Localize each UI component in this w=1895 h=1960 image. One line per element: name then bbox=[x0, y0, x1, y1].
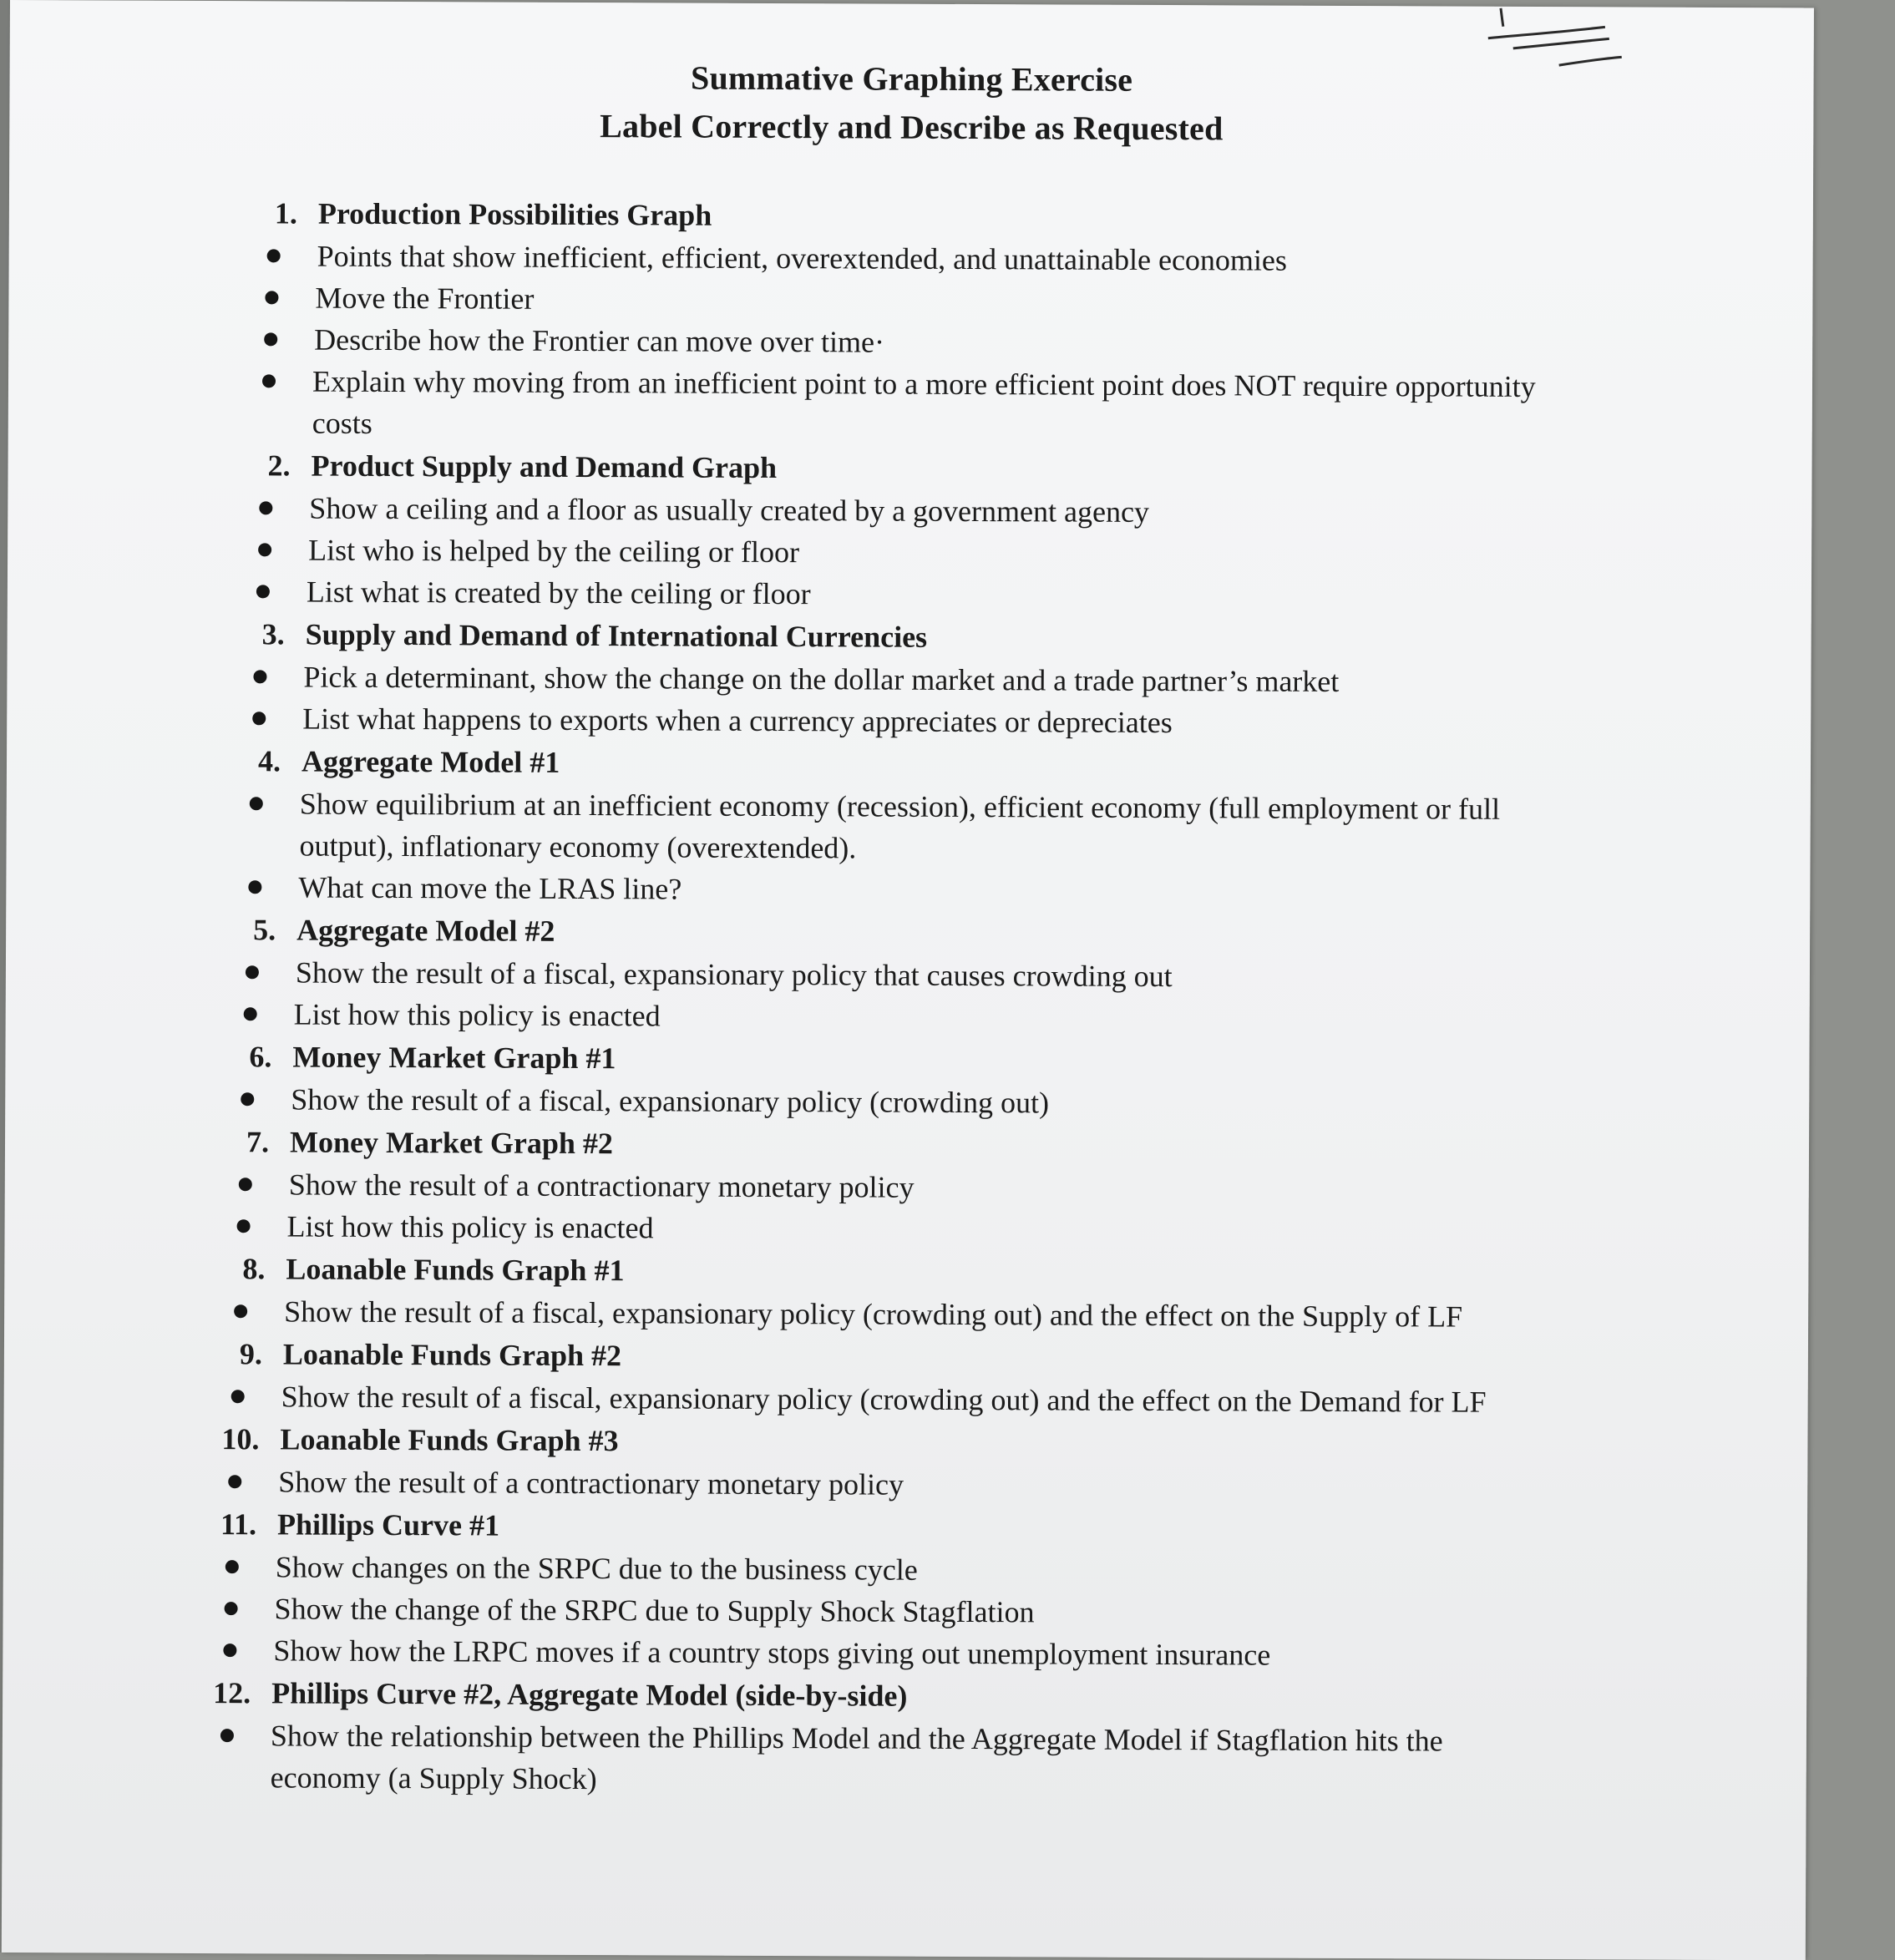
bullet-text: List how this policy is enacted bbox=[286, 1209, 654, 1245]
exercise-item bbox=[4, 1331, 1808, 1424]
bullet-dot-icon bbox=[265, 291, 278, 304]
exercise-item bbox=[6, 907, 1811, 1041]
exercise-number: 5. bbox=[253, 913, 276, 947]
bullet-text: Move the Frontier bbox=[315, 281, 535, 316]
bullet-text: Show the result of a fiscal, expansionary policy that causes crowding out bbox=[295, 955, 1173, 994]
bullet-text: Points that show inefficient, efficient, overextended, and unattainable economies bbox=[317, 239, 1288, 277]
exercise-title: Loanable Funds Graph #1 bbox=[286, 1252, 625, 1288]
exercise-item bbox=[8, 190, 1813, 450]
bullet-text: List how this policy is enacted bbox=[293, 997, 661, 1033]
exercise-number: 10. bbox=[221, 1422, 260, 1456]
exercise-number: 8. bbox=[242, 1252, 266, 1286]
exercise-heading bbox=[4, 1331, 1808, 1382]
exercise-number: 7. bbox=[246, 1125, 270, 1159]
exercise-heading bbox=[4, 1246, 1808, 1297]
bullet-dot-icon bbox=[225, 1560, 239, 1573]
bullet-text: List what is created by the ceiling or floor bbox=[306, 575, 811, 611]
bullet-item bbox=[6, 782, 1810, 873]
bullet-dot-icon bbox=[264, 332, 277, 346]
bullet-dot-icon bbox=[250, 797, 263, 810]
bullet-item bbox=[3, 1714, 1806, 1805]
bullet-dot-icon bbox=[253, 670, 266, 683]
bullet-text: List who is helped by the ceiling or floor bbox=[308, 533, 800, 570]
bullet-dot-icon bbox=[248, 880, 261, 894]
bullet-dot-icon bbox=[258, 543, 271, 556]
exercise-number: 11. bbox=[220, 1507, 257, 1542]
exercise-title: Supply and Demand of International Currencies bbox=[305, 617, 928, 654]
exercise-number: 4. bbox=[257, 744, 281, 778]
bullet-text: What can move the LRAS line? bbox=[298, 870, 682, 906]
bullet-dot-icon bbox=[259, 501, 272, 514]
bullet-text: Show the result of a fiscal, expansionary policy (crowding out) and the effect on the Demand for LF bbox=[281, 1380, 1487, 1419]
exercise-heading bbox=[5, 1119, 1809, 1170]
bullet-text: List what happens to exports when a currency appreciates or depreciates bbox=[302, 701, 1173, 740]
bullet-text: Show the result of a fiscal, expansionary policy (crowding out) and the effect on the Supply of LF bbox=[284, 1294, 1463, 1334]
bullet-dot-icon bbox=[225, 1602, 238, 1615]
bullet-dot-icon bbox=[241, 1092, 254, 1106]
bullet-text: Show the change of the SRPC due to Supply Shock Stagflation bbox=[274, 1592, 1035, 1629]
bullet-text: Show a ceiling and a floor as usually created by a government agency bbox=[309, 491, 1150, 529]
exercise-heading bbox=[8, 611, 1811, 662]
exercise-item bbox=[8, 443, 1812, 619]
exercise-heading bbox=[9, 190, 1813, 241]
bullet-text: Show the result of a contractionary monetary policy bbox=[288, 1167, 915, 1204]
exercise-number: 3. bbox=[261, 617, 285, 651]
bullet-text: Show the result of a fiscal, expansionary policy (crowding out) bbox=[291, 1082, 1050, 1120]
bullet-item bbox=[8, 359, 1812, 450]
bullet-text: Show how the LRPC moves if a country stops giving out unemployment insurance bbox=[273, 1633, 1271, 1672]
bullet-text: Show the result of a contractionary monetary policy bbox=[278, 1465, 904, 1502]
exercise-heading bbox=[8, 443, 1811, 494]
exercise-heading bbox=[3, 1416, 1807, 1467]
exercise-heading bbox=[3, 1670, 1806, 1721]
page-title: Summative Graphing Exercise bbox=[690, 58, 1133, 99]
exercise-title: Product Supply and Demand Graph bbox=[311, 448, 778, 485]
exercise-item bbox=[3, 1670, 1807, 1805]
bullet-dot-icon bbox=[231, 1390, 245, 1403]
worksheet-page bbox=[2, 0, 1814, 1960]
bullet-dot-icon bbox=[234, 1304, 247, 1318]
bullet-dot-icon bbox=[244, 1007, 257, 1021]
bullet-text: Show changes on the SRPC due to the business cycle bbox=[275, 1550, 918, 1587]
exercise-title: Production Possibilities Graph bbox=[317, 196, 712, 232]
exercise-heading bbox=[5, 1034, 1809, 1085]
exercise-heading bbox=[6, 907, 1810, 958]
exercise-heading bbox=[3, 1502, 1807, 1552]
exercise-title: Phillips Curve #2, Aggregate Model (side-by-side) bbox=[271, 1676, 908, 1713]
bullet-dot-icon bbox=[252, 712, 266, 725]
bullet-dot-icon bbox=[267, 249, 281, 262]
page-subtitle: Label Correctly and Describe as Requested bbox=[600, 107, 1224, 148]
exercise-title: Money Market Graph #1 bbox=[292, 1040, 616, 1076]
bullet-dot-icon bbox=[239, 1178, 252, 1191]
exercise-number: 1. bbox=[274, 196, 297, 230]
exercise-title: Loanable Funds Graph #2 bbox=[282, 1337, 622, 1373]
exercise-list bbox=[3, 190, 1813, 1805]
bullet-text: Show equilibrium at an inefficient economy (recession), efficient economy (full employment or full output), inflationary economy (overextended). bbox=[299, 787, 1501, 865]
exercise-item bbox=[3, 1416, 1807, 1509]
exercise-item bbox=[5, 1034, 1809, 1127]
exercise-title: Money Market Graph #2 bbox=[289, 1125, 614, 1161]
bullet-dot-icon bbox=[228, 1475, 241, 1488]
bullet-dot-icon bbox=[223, 1643, 236, 1657]
bullet-text: Pick a determinant, show the change on the dollar market and a trade partner’s market bbox=[303, 660, 1340, 698]
exercise-title: Aggregate Model #2 bbox=[296, 913, 555, 948]
bullet-dot-icon bbox=[237, 1219, 251, 1233]
exercise-heading bbox=[7, 738, 1811, 789]
bullet-dot-icon bbox=[262, 374, 276, 387]
exercise-number: 6. bbox=[249, 1040, 272, 1074]
exercise-item bbox=[3, 1502, 1807, 1678]
exercise-item bbox=[4, 1246, 1808, 1339]
exercise-item bbox=[4, 1119, 1809, 1253]
exercise-item bbox=[6, 738, 1811, 914]
bullet-dot-icon bbox=[220, 1729, 234, 1742]
bullet-text: Show the relationship between the Phillips Model and the Aggregate Model if Stagflation hits the economy (a Supply Shock) bbox=[270, 1719, 1443, 1796]
bullet-dot-icon bbox=[246, 965, 259, 979]
exercise-item bbox=[7, 611, 1811, 746]
bullet-text: Explain why moving from an inefficient point to a more efficient point does NOT require opportunity costs bbox=[312, 364, 1536, 440]
exercise-title: Aggregate Model #1 bbox=[301, 744, 560, 779]
exercise-number: 12. bbox=[213, 1676, 251, 1710]
exercise-title: Phillips Curve #1 bbox=[276, 1507, 500, 1542]
bullet-dot-icon bbox=[256, 585, 270, 598]
exercise-title: Loanable Funds Graph #3 bbox=[280, 1422, 619, 1458]
exercise-number: 9. bbox=[239, 1337, 263, 1371]
bullet-text: Describe how the Frontier can move over time· bbox=[314, 322, 885, 359]
exercise-number: 2. bbox=[267, 448, 291, 483]
